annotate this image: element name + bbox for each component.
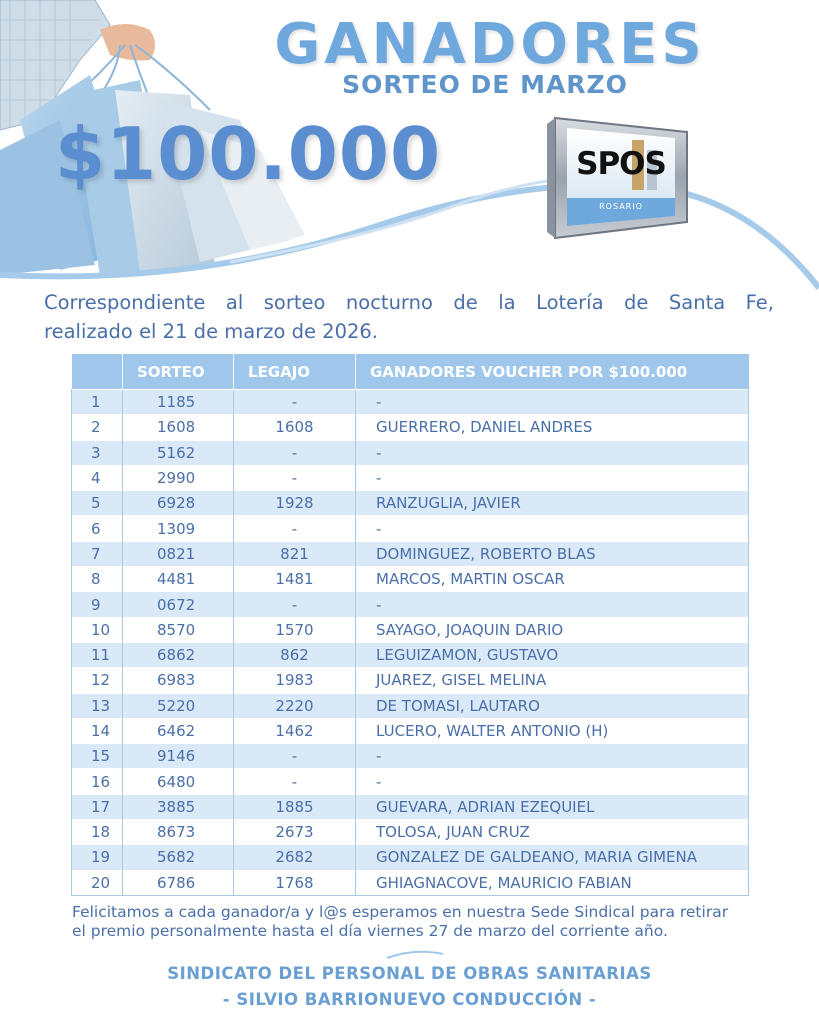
- table-row: [72, 744, 749, 769]
- page-title: GANADORES: [274, 12, 706, 77]
- row-number-cell: 1: [72, 390, 123, 415]
- table-row: [72, 390, 749, 415]
- table-row: [72, 820, 749, 845]
- row-number-cell: 2: [72, 415, 123, 440]
- row-number-cell: 19: [72, 845, 123, 870]
- sorteo-cell: 5162: [123, 440, 234, 465]
- row-number-cell: 6: [72, 516, 123, 541]
- legajo-cell: -: [234, 769, 356, 794]
- sorteo-cell: 0821: [123, 541, 234, 566]
- table-row: [72, 567, 749, 592]
- winner-name-cell: GHIAGNACOVE, MAURICIO FABIAN: [356, 870, 749, 895]
- sorteo-cell: 2990: [123, 465, 234, 490]
- table-row: [72, 693, 749, 718]
- winner-name-cell: SAYAGO, JOAQUIN DARIO: [356, 617, 749, 642]
- sorteo-cell: 0672: [123, 592, 234, 617]
- winner-name-cell: DOMINGUEZ, ROBERTO BLAS: [356, 541, 749, 566]
- legajo-cell: -: [234, 440, 356, 465]
- table-row: [72, 592, 749, 617]
- legajo-cell: -: [234, 744, 356, 769]
- sorteo-cell: 1185: [123, 390, 234, 415]
- legajo-cell: -: [234, 592, 356, 617]
- sorteo-cell: 1309: [123, 516, 234, 541]
- sorteo-cell: 5682: [123, 845, 234, 870]
- row-number-cell: 11: [72, 642, 123, 667]
- flourish-decoration: [385, 948, 445, 962]
- organization-name: SINDICATO DEL PERSONAL DE OBRAS SANITARIAS: [167, 964, 652, 983]
- winner-name-cell: -: [356, 440, 749, 465]
- legajo-cell: 1983: [234, 668, 356, 693]
- intro-line-2: realizado el 21 de marzo de 2026.: [44, 320, 378, 343]
- winner-name-cell: MARCOS, MARTIN OSCAR: [356, 567, 749, 592]
- table-header-row: [72, 354, 749, 390]
- legajo-cell: 1570: [234, 617, 356, 642]
- table-row: [72, 668, 749, 693]
- row-number-cell: 12: [72, 668, 123, 693]
- sorteo-cell: 8673: [123, 820, 234, 845]
- legajo-cell: -: [234, 516, 356, 541]
- header-number: [72, 354, 123, 390]
- page-subtitle: SORTEO DE MARZO: [342, 70, 628, 99]
- row-number-cell: 3: [72, 440, 123, 465]
- winner-name-cell: DE TOMASI, LAUTARO: [356, 693, 749, 718]
- sorteo-cell: 4481: [123, 567, 234, 592]
- row-number-cell: 15: [72, 744, 123, 769]
- winner-name-cell: -: [356, 769, 749, 794]
- footer-note: [72, 903, 762, 941]
- legajo-cell: 1928: [234, 491, 356, 516]
- winner-name-cell: GUERRERO, DANIEL ANDRES: [356, 415, 749, 440]
- row-number-cell: 10: [72, 617, 123, 642]
- table-row: [72, 870, 749, 895]
- legajo-cell: 1481: [234, 567, 356, 592]
- legajo-cell: -: [234, 465, 356, 490]
- intro-line-1: Correspondiente al sorteo nocturno de la Lotería de Santa Fe,: [44, 291, 774, 314]
- row-number-cell: 13: [72, 693, 123, 718]
- row-number-cell: 20: [72, 870, 123, 895]
- row-number-cell: 5: [72, 491, 123, 516]
- table-row: [72, 465, 749, 490]
- sorteo-cell: 8570: [123, 617, 234, 642]
- winner-name-cell: -: [356, 465, 749, 490]
- winners-table: [71, 354, 749, 896]
- winner-name-cell: TOLOSA, JUAN CRUZ: [356, 820, 749, 845]
- legajo-cell: 2220: [234, 693, 356, 718]
- winner-name-cell: JUAREZ, GISEL MELINA: [356, 668, 749, 693]
- row-number-cell: 17: [72, 794, 123, 819]
- sorteo-cell: 1608: [123, 415, 234, 440]
- winner-name-cell: -: [356, 744, 749, 769]
- table-row: [72, 440, 749, 465]
- spos-logo: [547, 110, 697, 245]
- row-number-cell: 16: [72, 769, 123, 794]
- table-row: [72, 769, 749, 794]
- header-ganadores: GANADORES VOUCHER POR $100.000: [356, 354, 749, 390]
- footer-note-line-1: Felicitamos a cada ganador/a y l@s esperamos en nuestra Sede Sindical para retirar: [72, 903, 729, 921]
- row-number-cell: 14: [72, 718, 123, 743]
- winner-name-cell: GUEVARA, ADRIAN EZEQUIEL: [356, 794, 749, 819]
- logo-text: SPOS: [576, 146, 666, 182]
- table-row: [72, 794, 749, 819]
- sorteo-cell: 6862: [123, 642, 234, 667]
- table-row: [72, 642, 749, 667]
- table-row: [72, 617, 749, 642]
- sorteo-cell: 9146: [123, 744, 234, 769]
- legajo-cell: 1885: [234, 794, 356, 819]
- sorteo-cell: 3885: [123, 794, 234, 819]
- row-number-cell: 7: [72, 541, 123, 566]
- header-legajo: LEGAJO: [234, 354, 356, 390]
- prize-amount: $100.000: [55, 112, 442, 196]
- header-banner: [0, 0, 819, 290]
- sorteo-cell: 5220: [123, 693, 234, 718]
- row-number-cell: 8: [72, 567, 123, 592]
- table-row: [72, 516, 749, 541]
- legajo-cell: -: [234, 390, 356, 415]
- row-number-cell: 4: [72, 465, 123, 490]
- winner-name-cell: -: [356, 592, 749, 617]
- sorteo-cell: 6928: [123, 491, 234, 516]
- sorteo-cell: 6462: [123, 718, 234, 743]
- table-body: [72, 390, 749, 896]
- footer-note-line-2: el premio personalmente hasta el día viernes 27 de marzo del corriente año.: [72, 922, 668, 940]
- legajo-cell: 2682: [234, 845, 356, 870]
- legajo-cell: 1608: [234, 415, 356, 440]
- sorteo-cell: 6786: [123, 870, 234, 895]
- header-sorteo: SORTEO: [123, 354, 234, 390]
- legajo-cell: 862: [234, 642, 356, 667]
- row-number-cell: 18: [72, 820, 123, 845]
- table-row: [72, 541, 749, 566]
- winner-name-cell: -: [356, 516, 749, 541]
- logo-subtext: ROSARIO: [599, 202, 643, 211]
- table-row: [72, 415, 749, 440]
- winner-name-cell: -: [356, 390, 749, 415]
- organization-leader: - SILVIO BARRIONUEVO CONDUCCIÓN -: [222, 990, 597, 1009]
- table-row: [72, 845, 749, 870]
- table-row: [72, 718, 749, 743]
- table-row: [72, 491, 749, 516]
- intro-paragraph: [44, 288, 774, 346]
- legajo-cell: 1462: [234, 718, 356, 743]
- winner-name-cell: LUCERO, WALTER ANTONIO (H): [356, 718, 749, 743]
- winner-name-cell: GONZALEZ DE GALDEANO, MARIA GIMENA: [356, 845, 749, 870]
- sorteo-cell: 6983: [123, 668, 234, 693]
- legajo-cell: 1768: [234, 870, 356, 895]
- winner-name-cell: LEGUIZAMON, GUSTAVO: [356, 642, 749, 667]
- legajo-cell: 2673: [234, 820, 356, 845]
- legajo-cell: 821: [234, 541, 356, 566]
- row-number-cell: 9: [72, 592, 123, 617]
- sorteo-cell: 6480: [123, 769, 234, 794]
- winner-name-cell: RANZUGLIA, JAVIER: [356, 491, 749, 516]
